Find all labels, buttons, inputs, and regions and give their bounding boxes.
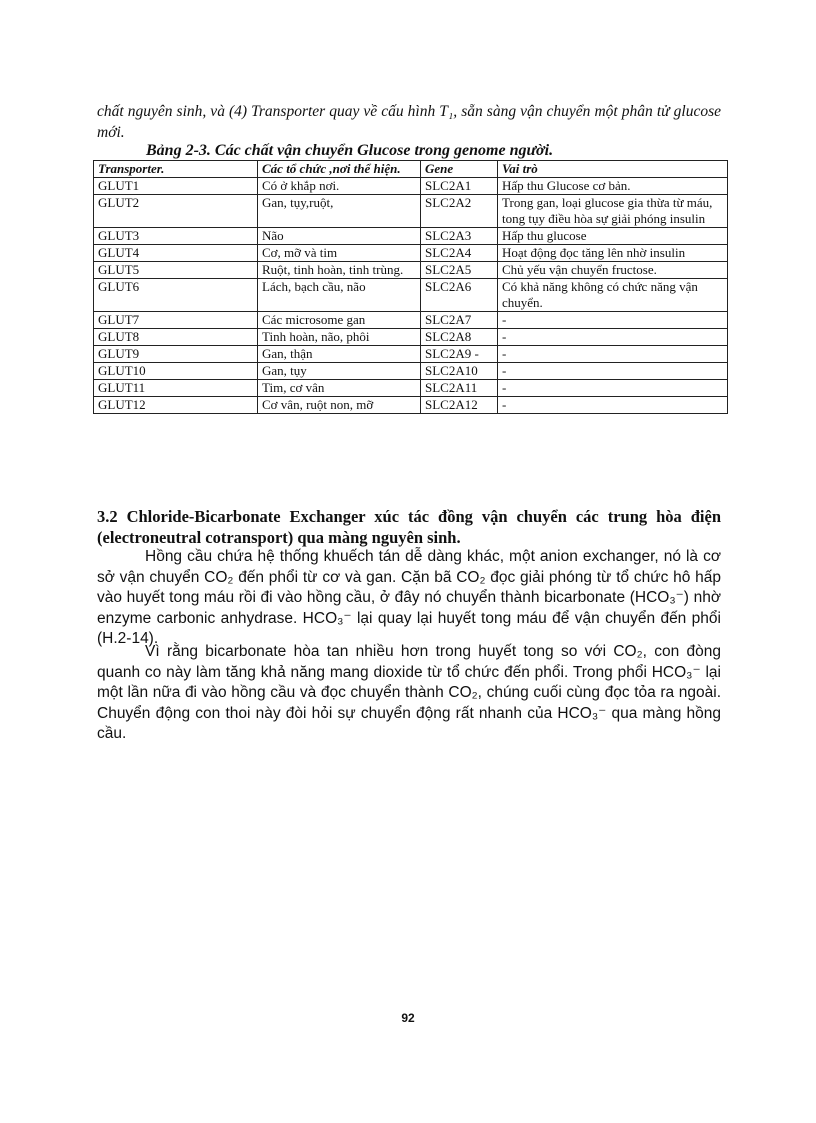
cell-gene: SLC2A7	[421, 312, 498, 329]
cell-role: Có khả năng không có chức năng vận chuyển.	[498, 279, 728, 312]
cell-tissues: Cơ, mỡ và tim	[258, 245, 421, 262]
table-row	[94, 195, 728, 228]
cell-role: Chủ yếu vận chuyển fructose.	[498, 262, 728, 279]
cell-transporter: GLUT1	[94, 178, 258, 195]
header-gene: Gene	[421, 161, 498, 178]
cell-role: Hấp thu glucose	[498, 228, 728, 245]
cell-tissues: Các microsome gan	[258, 312, 421, 329]
cell-transporter: GLUT11	[94, 380, 258, 397]
table-row	[94, 380, 728, 397]
cell-tissues: Tim, cơ vân	[258, 380, 421, 397]
table-row	[94, 262, 728, 279]
table-row	[94, 178, 728, 195]
cell-gene: SLC2A8	[421, 329, 498, 346]
cell-tissues: Gan, tụy,ruột,	[258, 195, 421, 228]
cell-gene: SLC2A4	[421, 245, 498, 262]
cell-tissues: Cơ vân, ruột non, mỡ	[258, 397, 421, 414]
table-header-row	[94, 161, 728, 178]
cell-gene: SLC2A5	[421, 262, 498, 279]
header-transporter: Transporter.	[94, 161, 258, 178]
cell-transporter: GLUT6	[94, 279, 258, 312]
cell-transporter: GLUT3	[94, 228, 258, 245]
body-paragraph: Vì rằng bicarbonate hòa tan nhiều hơn trong huyết tong so với CO₂, con đòng quanh co này làm tăng khả năng mang dioxide từ tổ chức đến phổi. Trong phổi HCO₃⁻ lại một lần nữa đi vào hồng cầu và đọc chuyển thành CO₂, chúng cuối cùng đọc tỏa ra ngoài. Chuyển động con thoi này đòi hỏi sự chuyển động rất nhanh của HCO₃⁻ qua màng hồng cầu.	[97, 643, 721, 742]
glucose-transporter-table	[93, 160, 728, 414]
cell-transporter: GLUT5	[94, 262, 258, 279]
cell-transporter: GLUT4	[94, 245, 258, 262]
cell-role: Hấp thu Glucose cơ bản.	[498, 178, 728, 195]
table-row	[94, 329, 728, 346]
cell-gene: SLC2A11	[421, 380, 498, 397]
cell-transporter: GLUT12	[94, 397, 258, 414]
cell-transporter: GLUT2	[94, 195, 258, 228]
cell-gene: SLC2A12	[421, 397, 498, 414]
cell-role: -	[498, 363, 728, 380]
header-role: Vai trò	[498, 161, 728, 178]
cell-tissues: Có ở khắp nơi.	[258, 178, 421, 195]
cell-tissues: Ruột, tinh hoàn, tinh trùng.	[258, 262, 421, 279]
header-tissues: Các tổ chức ,nơi thể hiện.	[258, 161, 421, 178]
table-row	[94, 279, 728, 312]
cell-role: -	[498, 312, 728, 329]
cell-tissues: Tinh hoàn, não, phôi	[258, 329, 421, 346]
cell-gene: SLC2A9 -	[421, 346, 498, 363]
cell-transporter: GLUT8	[94, 329, 258, 346]
table-row	[94, 346, 728, 363]
intro-text: chất nguyên sinh, và (4) Transporter quay về cấu hình T₁, sẵn sàng vận chuyển một phân tử glucose mới.	[97, 103, 721, 141]
cell-tissues: Lách, bạch cầu, não	[258, 279, 421, 312]
cell-role: -	[498, 380, 728, 397]
table-row	[94, 228, 728, 245]
cell-transporter: GLUT7	[94, 312, 258, 329]
cell-role: Hoạt động đọc tăng lên nhờ insulin	[498, 245, 728, 262]
cell-tissues: Não	[258, 228, 421, 245]
cell-gene: SLC2A1	[421, 178, 498, 195]
table-row	[94, 363, 728, 380]
cell-role: Trong gan, loại glucose gia thừa từ máu, tong tụy điều hòa sự giải phóng insulin	[498, 195, 728, 228]
cell-transporter: GLUT9	[94, 346, 258, 363]
page-number: 92	[401, 1011, 415, 1025]
body-paragraph: Hồng cầu chứa hệ thống khuếch tán dễ dàng khác, một anion exchanger, nó là cơ sở vận chuyển CO₂ đến phổi từ cơ và gan. Cặn bã CO₂ đọc giải phóng từ tổ chức hô hấp vào huyết tong máu rồi đi vào hồng cầu, ở đây nó chuyển thành bicarbonate (HCO₃⁻) nhờ enzyme carbonic anhydrase. HCO₃⁻ lại quay lại huyết tong máu để vận chuyển đến phổi (H.2-14).	[97, 548, 721, 647]
cell-gene: SLC2A6	[421, 279, 498, 312]
table-row	[94, 245, 728, 262]
cell-tissues: Gan, thận	[258, 346, 421, 363]
table-row	[94, 312, 728, 329]
cell-transporter: GLUT10	[94, 363, 258, 380]
cell-role: -	[498, 329, 728, 346]
cell-role: -	[498, 397, 728, 414]
cell-gene: SLC2A10	[421, 363, 498, 380]
cell-role: -	[498, 346, 728, 363]
cell-tissues: Gan, tụy	[258, 363, 421, 380]
cell-gene: SLC2A2	[421, 195, 498, 228]
table-row	[94, 397, 728, 414]
section-heading: 3.2 Chloride-Bicarbonate Exchanger xúc tác đồng vận chuyển các trung hòa điện (electroneutral cotransport) qua màng nguyên sinh.	[97, 507, 721, 547]
cell-gene: SLC2A3	[421, 228, 498, 245]
table-caption: Bảng 2-3. Các chất vận chuyển Glucose trong genome người.	[146, 142, 554, 159]
